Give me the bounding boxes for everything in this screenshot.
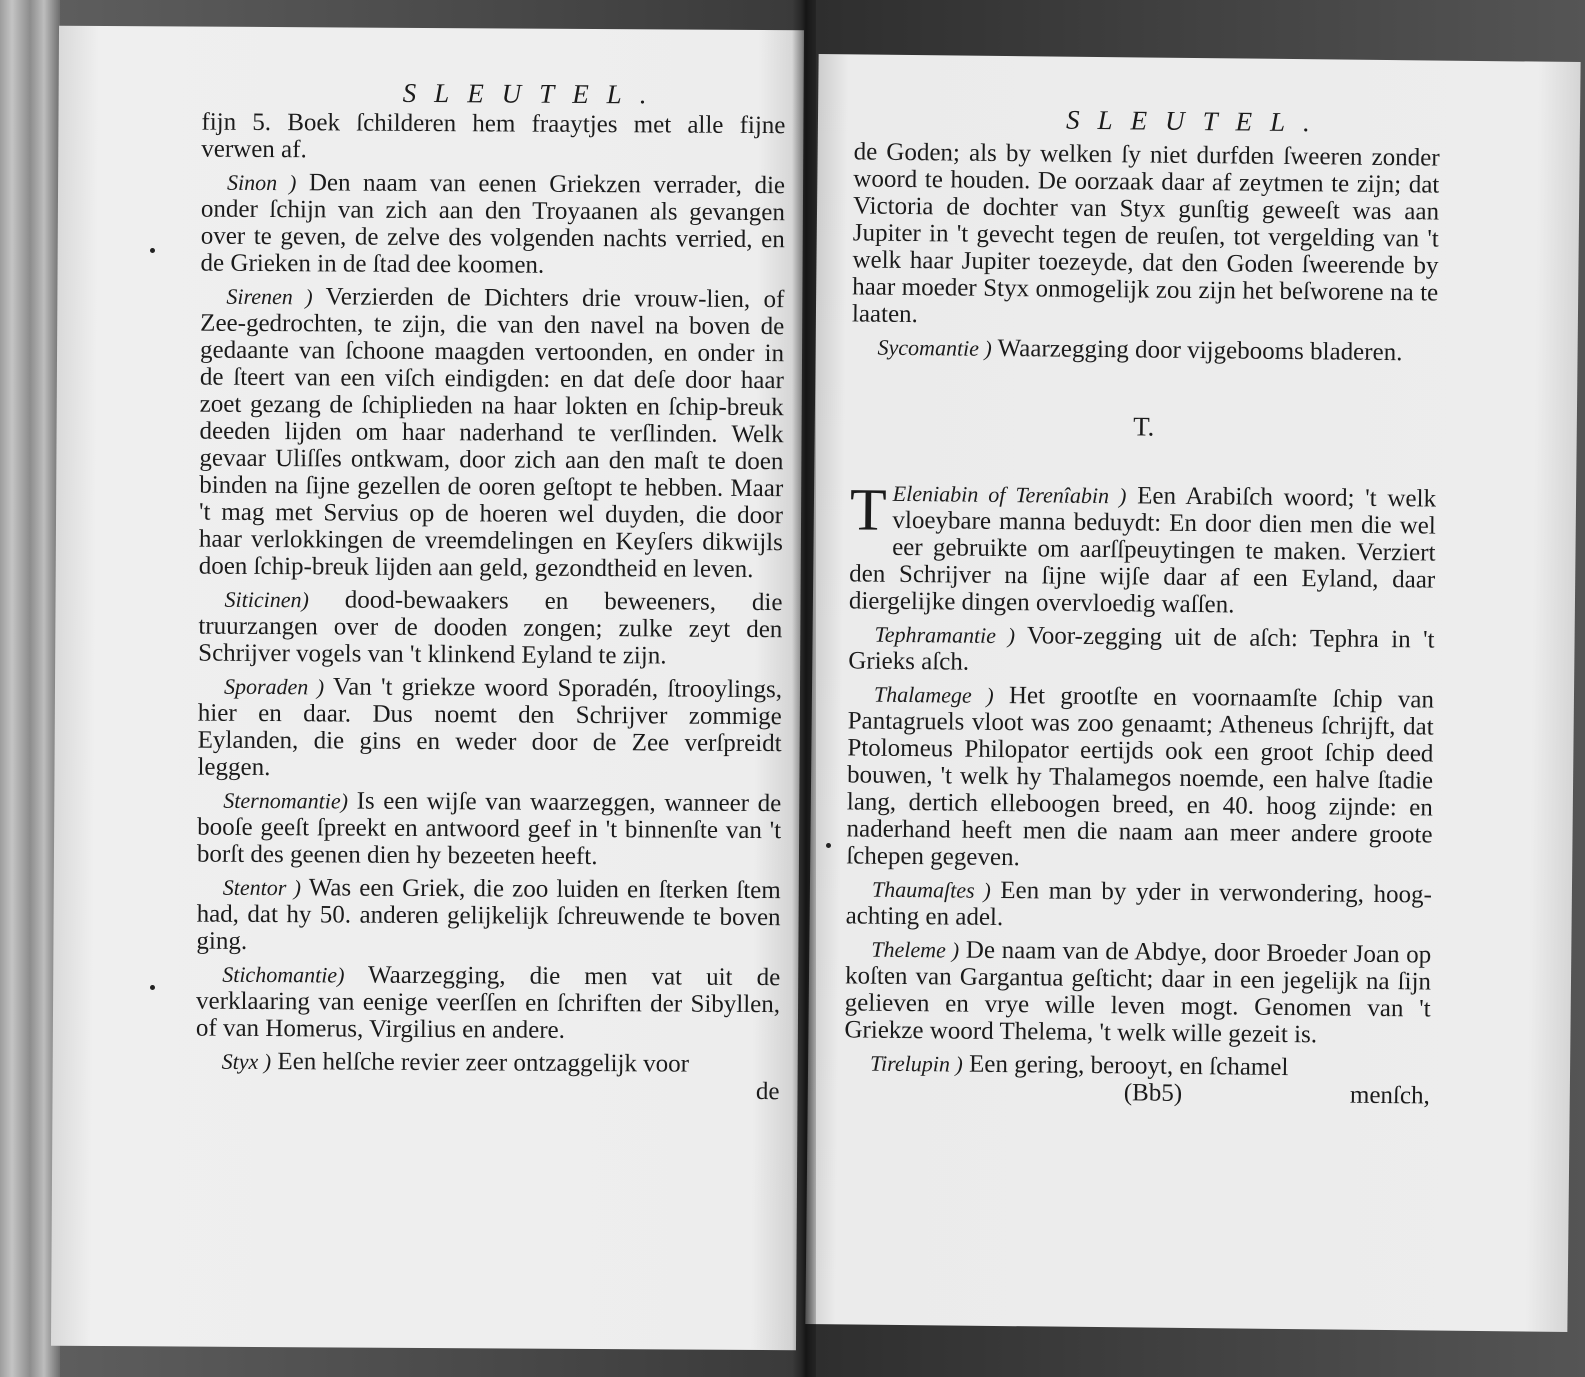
entry-text: Het grootſte en voornaamſte ſchip van Pantagruels vloot was zoo genaamt; Atheneus ſchrijft, dat Ptolomeus Philopator eertijds ook een groot ſchip deed bouwen, 't welk hy Thalamegos noemde, een halve ſtadie lang, dertich elleboogen breed, en 40. hoog zijnde: en naderhand heeft men die naam aan meer andere groote ſchepen gegeven. bbox=[846, 681, 1435, 872]
entry-teleniabin bbox=[848, 476, 1437, 620]
left-catchword: de bbox=[755, 1078, 780, 1106]
entry-text: Was een Griek, die zoo luiden en ſterken ſtem had, dat hy 50. anderen gelijkelijk ſchreuwende te boven ging. bbox=[196, 874, 781, 955]
entry-term: Siticinen) bbox=[224, 586, 309, 613]
entry-text: Een man by yder in verwondering, hoog-achting en adel. bbox=[845, 876, 1433, 932]
right-page-text bbox=[844, 138, 1440, 1109]
entry-text: Verzierden de Dichters drie vrouw-lien, of Zee-gedrochten, te zijn, die van den navel na boven de gedaante van ſchoone maagden vertoonden, en onder in de ſteert van een viſch eindigden: en dat deſe door haar zoet gezang de ſchiplieden na haar lokten en ſchip-breuk deeden lijden om haar naderhand te verſlinden. Welk gevaar Uliſſes ontkwam, door zich aan den maſt te doen binden na ſijne gezellen de ooren geſtopt te hebben. Maar 't mag met Servius op de hoeren wel duyden, die door haar verlokkingen de vreemdelingen en Keyſers dikwijls doen ſchip-breuk lijden aan geld, gezondtheid en leven. bbox=[198, 283, 785, 583]
entry-sirenen bbox=[199, 283, 785, 584]
entry-text: Waarzegging, die men vat uit de verklaaring van eenige veerſſen en ſchriften der Sibyllen, of van Homerus, Virgilius en andere. bbox=[195, 961, 781, 1044]
left-intro: fijn 5. Boek ſchilderen hem fraaytjes met alle fijne verwen af. bbox=[201, 108, 786, 164]
entry-term: Styx ) bbox=[221, 1048, 272, 1075]
left-page-text bbox=[195, 109, 785, 1106]
entry-text: Is een wijſe van waarzeggen, wanneer de booſe geeſt ſpreekt en antwoord geef in 't binnenſte van 't borſt des geenen dien hy bezeeten heeft. bbox=[196, 787, 782, 871]
right-catchword: menſch, bbox=[1349, 1081, 1430, 1110]
right-page bbox=[805, 54, 1580, 1332]
entry-sycomantie bbox=[851, 333, 1437, 366]
entry-term: Stentor ) bbox=[222, 874, 302, 901]
book-cover-edge bbox=[0, 0, 60, 1377]
entry-term: Thaumaſtes ) bbox=[871, 876, 991, 903]
left-page bbox=[51, 26, 804, 1351]
right-intro: de Goden; als by welken ſy niet durfden ſweeren zonder woord te houden. De oorzaak daar af zeytmen te zijn; dat Victoria de dochter van Styx gunſtig geweeſt was aan Jupiter in 't gevecht tegen de reuſen, tot vergelding van 't welk haar Jupiter toezeyde, dat den Goden ſweerende by haar moeder Styx onmogelijk zou zijn het beſworene na te laaten. bbox=[851, 138, 1440, 329]
entry-thalamege bbox=[846, 680, 1434, 875]
entry-stentor bbox=[196, 874, 780, 959]
section-heading: T. bbox=[1133, 411, 1155, 442]
entry-text: dood-bewaakers en beweeners, die truurzangen over de dooden zongen; zulke zeyt den Schrijver vogels van 't klinkend Eyland te zijn. bbox=[198, 586, 783, 670]
entry-term: Thalamege ) bbox=[873, 681, 994, 708]
entry-term: Sycomantie ) bbox=[877, 334, 992, 361]
entry-text: Een Arabiſch woord; 't welk vloeybare manna beduydt: En door dien men die wel eer gebruikte om aarſſpeuytingen te maken. Verziert den Schrijver na ſijne wijſe daar af een Eyland, daar diergelijke dingen overvloedig waſſen. bbox=[848, 482, 1437, 619]
page-footer-line bbox=[844, 1076, 1430, 1109]
entry-sporaden bbox=[197, 673, 782, 785]
entry-text: Voor-zegging uit de aſch: Tephra in 't Grieks aſch. bbox=[848, 622, 1435, 676]
entry-term: Eleniabin of Terenîabin ) bbox=[892, 480, 1127, 509]
entry-sinon bbox=[201, 169, 786, 281]
entry-term: Sirenen ) bbox=[226, 283, 313, 310]
entry-text: Waarzegging door vijgebooms bladeren. bbox=[991, 334, 1403, 367]
entry-term: Stichomantie) bbox=[222, 961, 345, 988]
entry-siticinen bbox=[198, 586, 782, 671]
entry-term: Sinon ) bbox=[227, 169, 297, 196]
book-gutter bbox=[792, 0, 816, 1377]
entry-thaumastes bbox=[846, 875, 1433, 935]
entry-text: Een gering, berooyt, en ſchamel bbox=[962, 1050, 1289, 1082]
left-running-head: SLEUTEL. bbox=[402, 77, 665, 110]
entry-term: Theleme ) bbox=[871, 936, 960, 963]
entry-term: Sporaden ) bbox=[223, 673, 325, 700]
entry-text: De naam van de Abdye, door Broeder Joan op koſten van Gargantua geſticht; daar in een jegelijk na ſijn gelieven en vrye wille leven mogt. Genomen van 't Griekze woord Thelema, 't welk wille gezeit is. bbox=[844, 936, 1432, 1049]
margin-mark bbox=[150, 985, 155, 990]
drop-cap: T bbox=[849, 476, 887, 543]
entry-tephramantie bbox=[848, 620, 1435, 680]
entry-text: Een helſche revier zeer ontzaggelijk voor bbox=[271, 1048, 690, 1078]
entry-text: Den naam van eenen Griekzen verrader, die onder ſchijn van zich aan den Troyaanen als gevangen over te geven, de zelve des volgenden nachts verried, en de Grieken in de ſtad dee koomen. bbox=[200, 169, 786, 279]
signature-mark: (Bb5) bbox=[1123, 1079, 1183, 1107]
entry-styx bbox=[196, 1048, 780, 1079]
entry-sternomantie bbox=[197, 787, 781, 872]
entry-stichomantie bbox=[196, 961, 780, 1046]
margin-mark bbox=[150, 248, 155, 253]
entry-term: Sternomantie) bbox=[223, 787, 349, 814]
right-running-head: SLEUTEL. bbox=[1065, 104, 1329, 138]
entry-text: Van 't griekze woord Sporadén, ſtrooylings, hier en daar. Dus noemt den Schrijver zommige Eylanden, die gins en weder door de Zee verſpreidt leggen. bbox=[197, 673, 783, 782]
entry-theleme bbox=[844, 935, 1431, 1049]
margin-mark bbox=[826, 843, 831, 848]
entry-term: Tirelupin ) bbox=[869, 1050, 963, 1077]
entry-term: Tephramantie ) bbox=[874, 621, 1016, 649]
